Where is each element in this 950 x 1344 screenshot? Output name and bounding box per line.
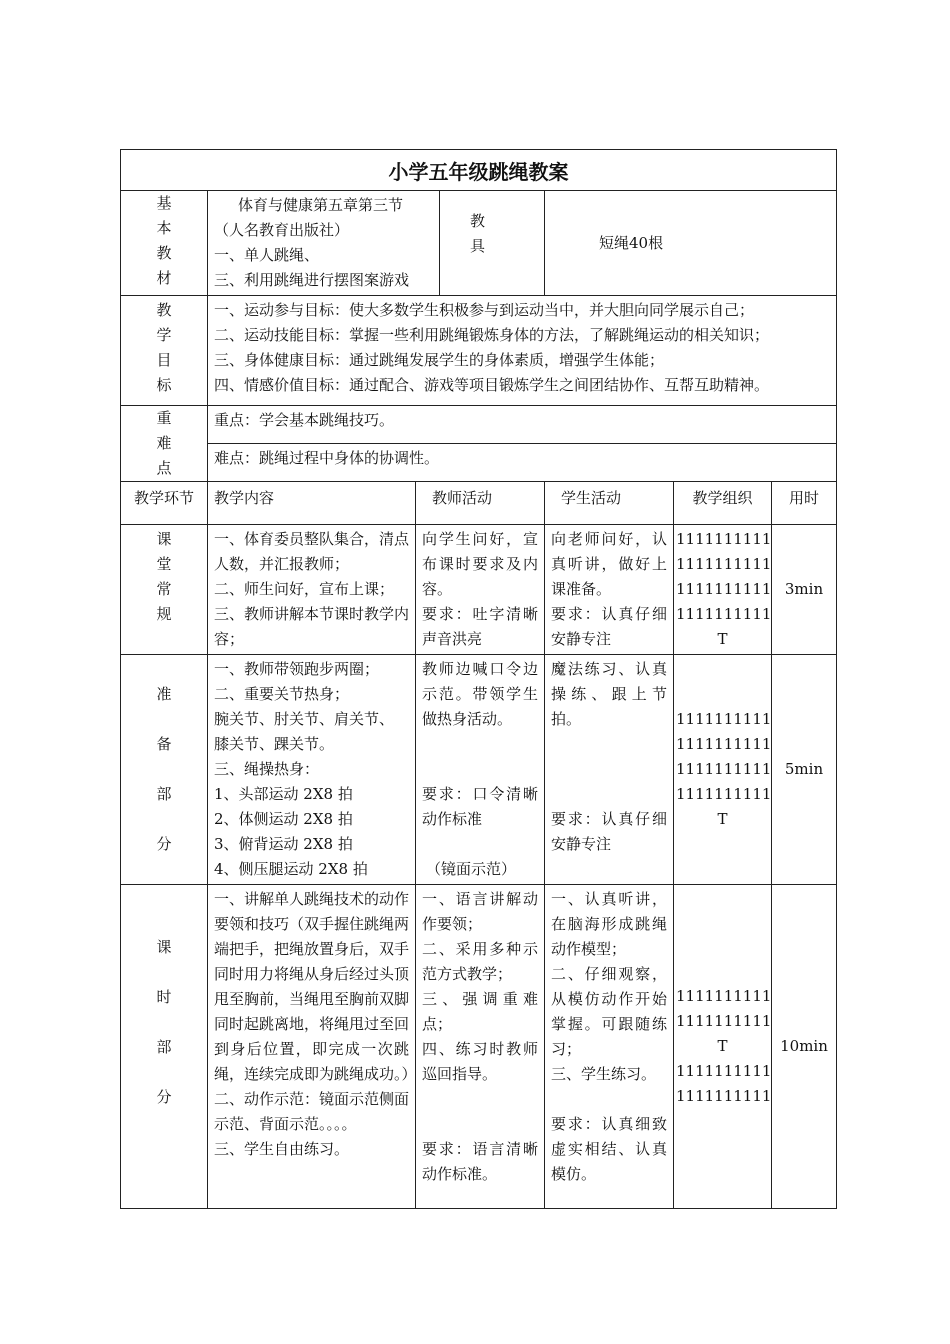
content-cell: 一、讲解单人跳绳技术的动作要领和技巧（双手握住跳绳两端把手，把绳放置身后，双手同时用力将绳从身后经过头顶甩至胸前，当绳甩至胸前双脚同时起跳离地，将绳甩过至回到身后位置，即完成一次跳绳，连续完成即为跳绳成功。） 二、动作示范：镜面示范侧面示范、背面示范。。。。 三、学生自由练习。 (208, 885, 416, 1209)
content-cell: 一、体育委员整队集合，清点人数，并汇报教师； 二、师生问好，宣布上课； 三、教师讲解本节课时教学内容； (208, 525, 416, 655)
goal-item: 四、情感价值目标：通过配合、游戏等项目锻炼学生之间团结协作、互帮互助精神。 (214, 376, 770, 394)
organization-cell: 1111111111 1111111111 1111111111 1111111111 T (674, 655, 772, 885)
goal-item: 二、运动技能目标：掌握一些利用跳绳锻炼身体的方法，了解跳绳运动的相关知识； (214, 326, 770, 344)
materials-cell: 体育与健康第五章第三节 （人名教育出版社） 一、单人跳绳、 三、利用跳绳进行摆图案游戏 (208, 191, 440, 296)
goals-content (208, 296, 837, 406)
lesson-plan-table (120, 149, 837, 1209)
student-cell: 魔法练习、认真操练、跟上节拍。 要求：认真仔细安静专注 (545, 655, 674, 885)
time-cell: 5min (772, 655, 837, 885)
key-points-label: 重 难 点 (121, 406, 208, 482)
time-cell: 3min (772, 525, 837, 655)
time-cell: 10min (772, 885, 837, 1209)
teacher-cell: 一、语言讲解动作要领； 二、采用多种示范方式教学； 三、强调重难点； 四、练习时教师巡回指导。 要求：语言清晰动作标准。 (416, 885, 545, 1209)
organization-cell: 1111111111 1111111111 T 1111111111 1111111111 (674, 885, 772, 1209)
difficulty-point: 难点：跳绳过程中身体的协调性。 (208, 444, 837, 482)
header-teacher: 教师活动 (416, 482, 545, 525)
header-time: 用时 (772, 482, 837, 525)
document-title: 小学五年级跳绳教案 (121, 150, 837, 191)
stage-cell: 课 堂 常 规 (121, 525, 208, 655)
table-row (121, 885, 837, 1209)
header-student: 学生活动 (545, 482, 674, 525)
goal-item: 三、身体健康目标：通过跳绳发展学生的身体素质，增强学生体能； (214, 351, 665, 369)
goals-label: 教 学 目 标 (121, 296, 208, 406)
key-point: 重点：学会基本跳绳技巧。 (208, 406, 837, 444)
equipment-value: 短绳40根 (545, 191, 837, 296)
content-cell: 一、教师带领跑步两圈； 二、重要关节热身； 腕关节、肘关节、肩关节、 膝关节、踝关节。 三、绳操热身： 1、头部运动 2X8 拍 2、体侧运动 2X8 拍 3、俯背运动 2X8 拍 4、侧压腿运动 2X8 拍 (208, 655, 416, 885)
stage-cell: 准 备 部 分 (121, 655, 208, 885)
table-row (121, 655, 837, 885)
basic-materials-label: 基 本 教 材 (121, 191, 208, 296)
teacher-cell: 向学生问好，宣布课时要求及内容。 要求：吐字清晰声音洪亮 (416, 525, 545, 655)
table-row (121, 525, 837, 655)
equipment-label: 教 具 (440, 191, 545, 296)
teacher-cell: 教师边喊口令边示范。带领学生做热身活动。 要求：口令清晰动作标准 （镜面示范） (416, 655, 545, 885)
goal-item: 一、运动参与目标：使大多数学生积极参与到运动当中，并大胆向同学展示自己； (214, 301, 755, 319)
header-content: 教学内容 (208, 482, 416, 525)
student-cell: 向老师问好，认真听讲，做好上课准备。 要求：认真仔细安静专注 (545, 525, 674, 655)
student-cell: 一、认真听讲，在脑海形成跳绳动作模型； 二、仔细观察，从模仿动作开始掌握。可跟随练习； 三、学生练习。 要求：认真细致虚实相结、认真模仿。 (545, 885, 674, 1209)
header-organization: 教学组织 (674, 482, 772, 525)
organization-cell: 1111111111 1111111111 1111111111 1111111111 T (674, 525, 772, 655)
header-stage: 教学环节 (121, 482, 208, 525)
stage-cell: 课 时 部 分 (121, 885, 208, 1209)
